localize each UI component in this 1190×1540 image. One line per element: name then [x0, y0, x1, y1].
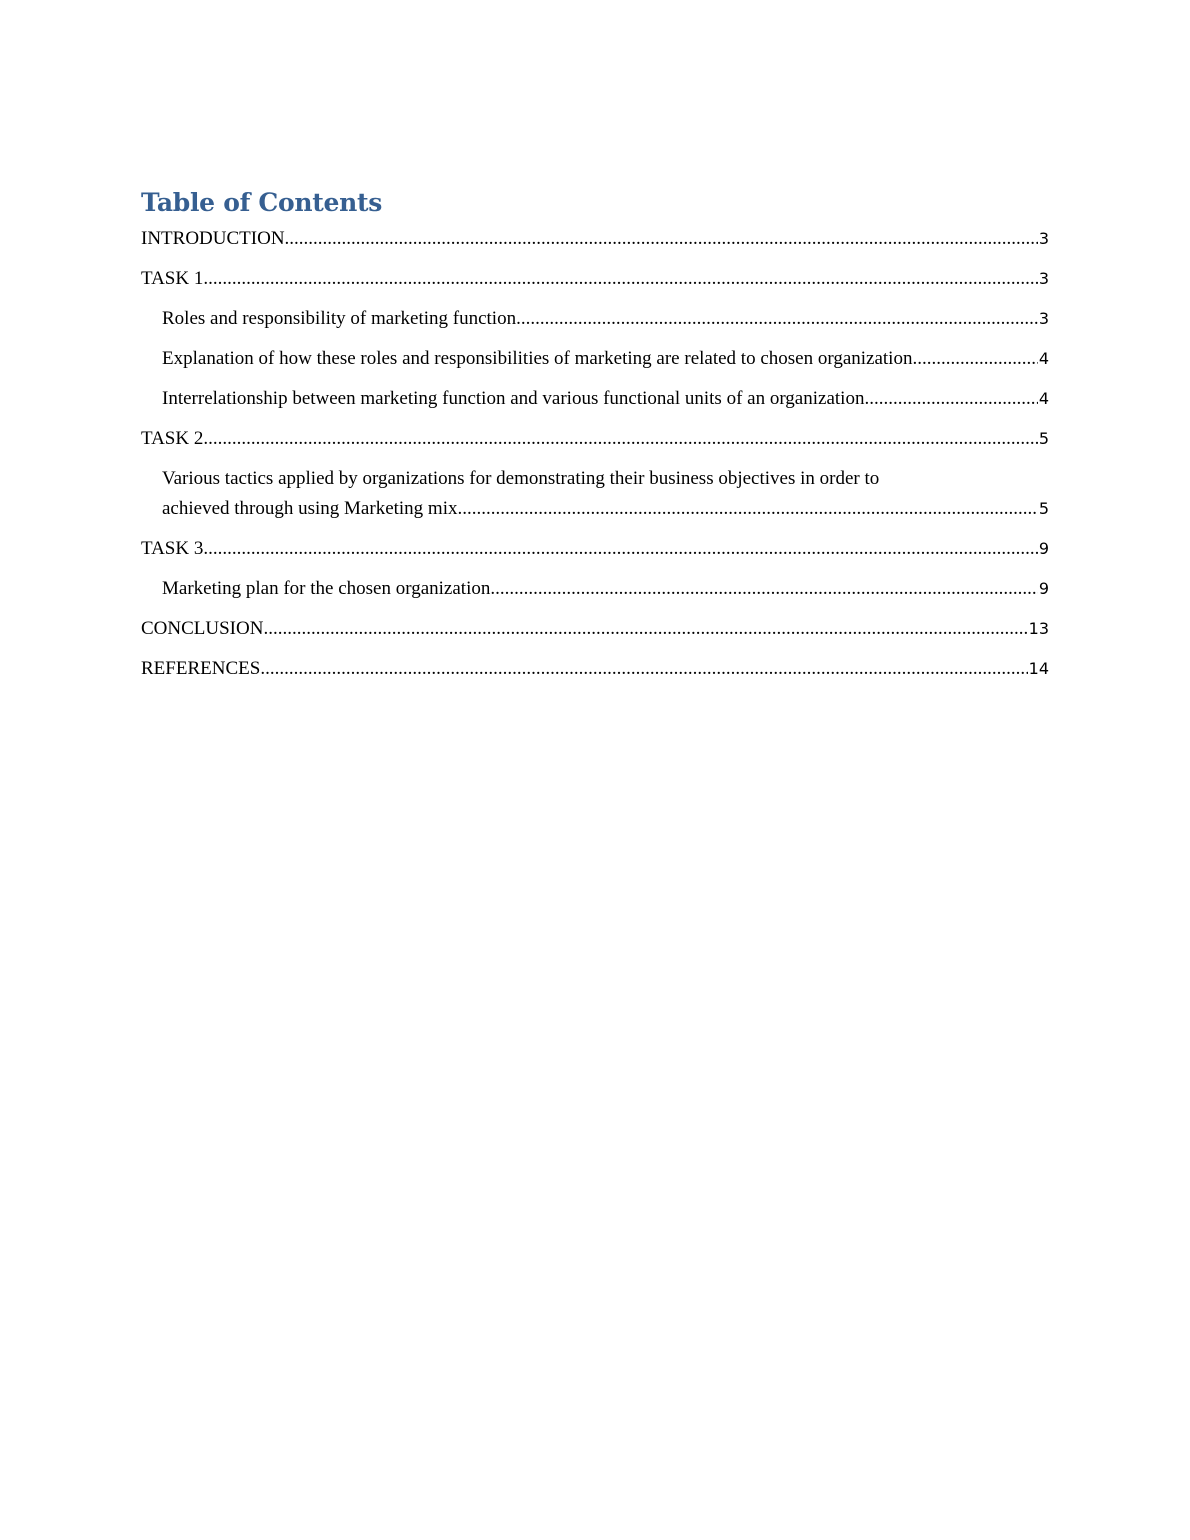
toc-entry-task-1[interactable] [141, 264, 1049, 294]
toc-entry-label-line-2: achieved through using Marketing mix [162, 498, 458, 519]
toc-entry-label-line-1: Various tactics applied by organizations for demonstrating their business objectives in order to [162, 468, 880, 489]
toc-page-number: 9 [1038, 579, 1049, 598]
toc-page-number: 5 [1038, 429, 1049, 448]
toc-entry-various-tactics[interactable] [141, 464, 1049, 524]
toc-entry-task-2[interactable] [141, 424, 1049, 454]
toc-entry-label: Marketing plan for the chosen organization [162, 578, 491, 599]
toc-entry-label: TASK 3 [141, 538, 204, 559]
toc-title: Table of Contents [141, 188, 383, 217]
toc-entry-interrelationship[interactable] [141, 384, 1049, 414]
toc-leader-dots [285, 224, 1038, 254]
toc-page-number: 3 [1038, 309, 1049, 328]
toc-entry-label: Explanation of how these roles and responsibilities of marketing are related to chosen organization [162, 348, 913, 369]
toc-page-number: 3 [1038, 269, 1049, 288]
toc-entry-explanation-roles[interactable] [141, 344, 1049, 374]
toc-entry-label: CONCLUSION [141, 618, 264, 639]
toc-entry-roles-responsibility[interactable] [141, 304, 1049, 334]
toc-entry-introduction[interactable] [141, 224, 1049, 254]
toc-entry-label: INTRODUCTION [141, 228, 285, 249]
toc-leader-dots [864, 384, 1037, 414]
toc-entry-label: TASK 1 [141, 268, 204, 289]
toc-entry-marketing-plan[interactable] [141, 574, 1049, 604]
toc-page-number: 13 [1028, 619, 1049, 638]
toc-leader-dots [203, 534, 1037, 564]
table-of-contents [141, 184, 1049, 694]
toc-leader-dots [260, 654, 1027, 684]
toc-leader-dots [516, 304, 1038, 334]
toc-leader-dots [203, 264, 1037, 294]
toc-page-number: 4 [1038, 349, 1049, 368]
toc-leader-dots [490, 574, 1037, 604]
toc-list [141, 224, 1049, 684]
toc-page-number: 3 [1038, 229, 1049, 248]
toc-leader-dots [203, 424, 1037, 454]
toc-entry-references[interactable] [141, 654, 1049, 684]
toc-leader-dots [263, 614, 1027, 644]
toc-page-number: 9 [1038, 539, 1049, 558]
toc-page-number: 14 [1028, 659, 1049, 678]
toc-leader-dots [912, 344, 1037, 374]
toc-entry-label: TASK 2 [141, 428, 204, 449]
toc-page-number: 4 [1038, 389, 1049, 408]
toc-leader-dots [458, 494, 1038, 524]
toc-page-number: 5 [1038, 499, 1049, 518]
toc-entry-label: Roles and responsibility of marketing function [162, 308, 517, 329]
toc-entry-task-3[interactable] [141, 534, 1049, 564]
toc-entry-label: Interrelationship between marketing function and various functional units of an organization [162, 388, 865, 409]
toc-entry-label: REFERENCES [141, 658, 261, 679]
toc-entry-conclusion[interactable] [141, 614, 1049, 644]
